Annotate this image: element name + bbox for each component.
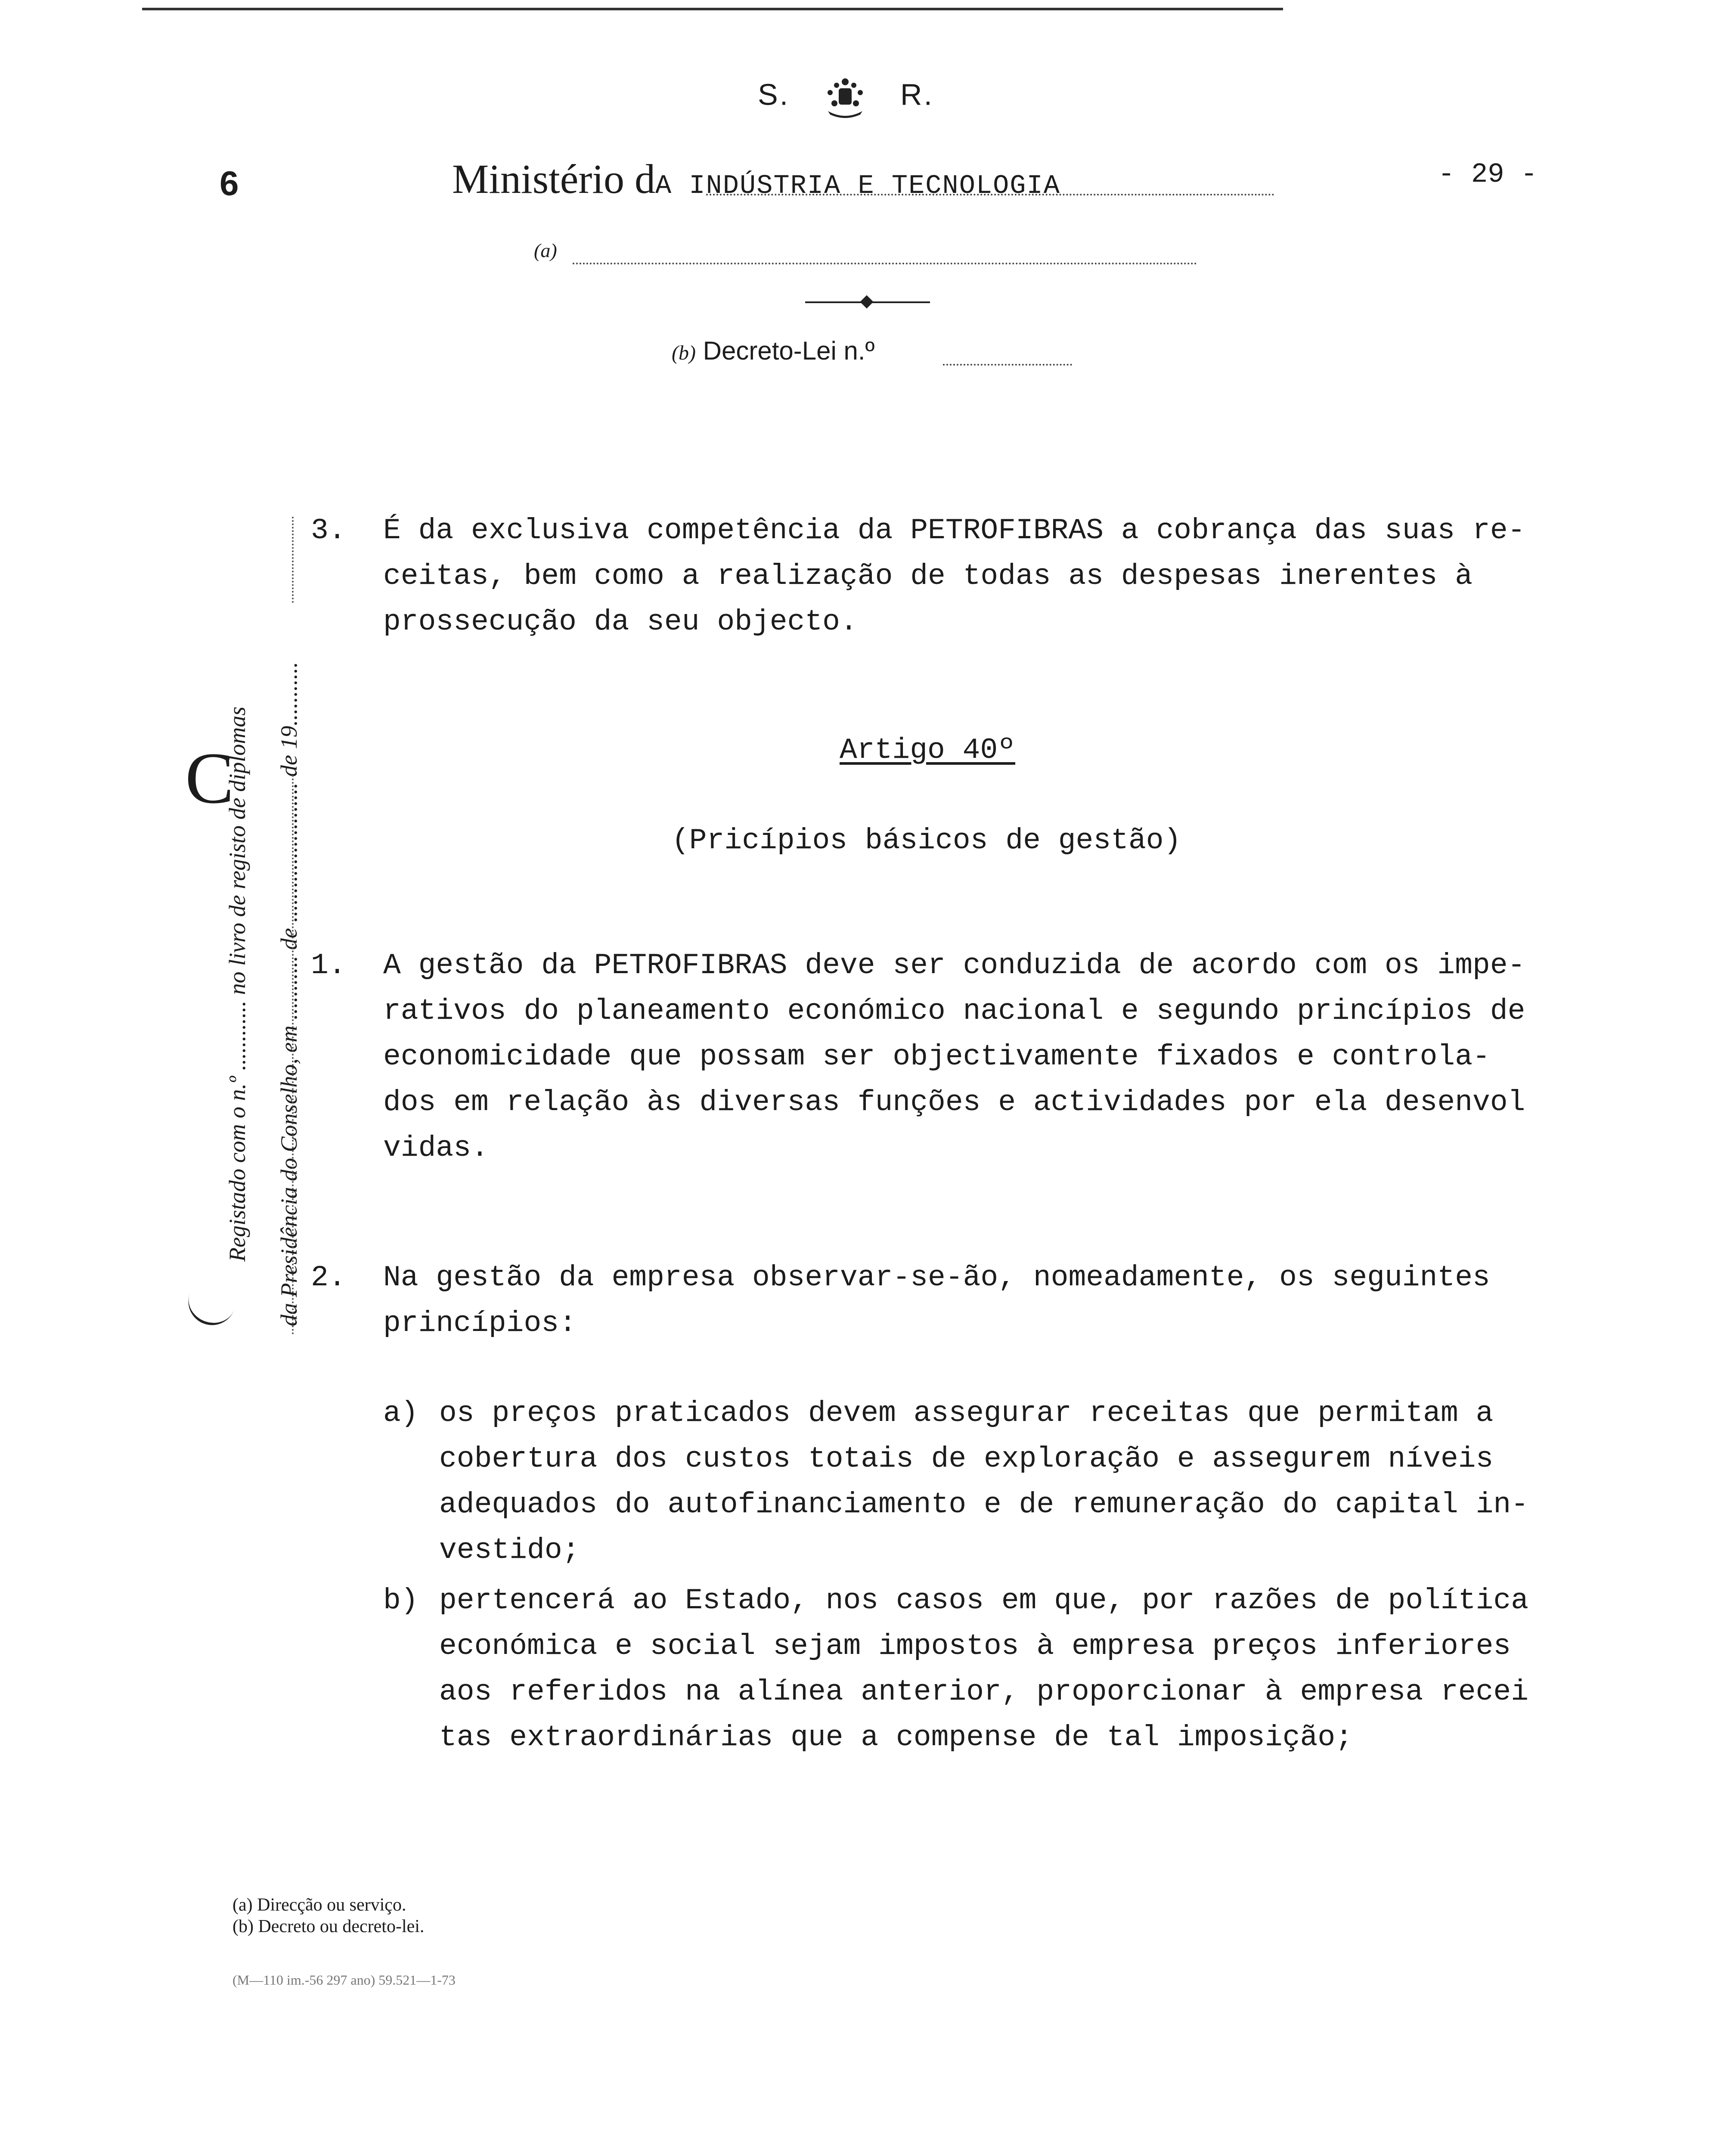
- footnote-a: (a) Direcção ou serviço.: [232, 1895, 406, 1915]
- ministry-name: A INDÚSTRIA E TECNOLOGIA: [655, 171, 1060, 201]
- sub-item-label: b): [383, 1584, 418, 1617]
- coat-of-arms-icon: [817, 73, 873, 121]
- margin-dots: [292, 517, 294, 603]
- margin-registry-note: Registado com o n.º ............ no livro de registo de diplomas: [224, 706, 250, 1262]
- text-line: É da exclusiva competência da PETROFIBRAS a cobrança das suas re-: [383, 514, 1525, 547]
- text-line: A gestão da PETROFIBRAS deve ser conduzida de acordo com os impe-: [383, 949, 1525, 982]
- item-number: 1.: [311, 949, 346, 982]
- text-line: economicidade que possam ser objectivamente fixados e controla-: [383, 1040, 1490, 1073]
- header-seal-row: [758, 73, 934, 121]
- field-a-dotted-line: [573, 263, 1197, 264]
- print-code: (M—110 im.-56 297 ano) 59.521—1-73: [232, 1972, 456, 1988]
- margin-bracket-bottom: [182, 1289, 236, 1332]
- item-number: 2.: [311, 1261, 346, 1294]
- text-line: dos em relação às diversas funções e actividades por ela desenvol: [383, 1086, 1525, 1119]
- text-line: vidas.: [383, 1132, 489, 1165]
- decree-label: Decreto-Lei n.º: [703, 336, 875, 365]
- initial-left: S.: [758, 78, 790, 112]
- footnote-b: (b) Decreto ou decreto-lei.: [232, 1917, 425, 1936]
- field-a-label: (a): [534, 239, 557, 261]
- text-line: tas extraordinárias que a compense de tal imposição;: [439, 1721, 1353, 1754]
- paragraph-item-1: [383, 943, 1525, 1171]
- text-line: os preços praticados devem assegurar receitas que permitam a: [439, 1397, 1494, 1430]
- text-line: aos referidos na alínea anterior, proporcionar à empresa recei: [439, 1675, 1529, 1709]
- decree-field: [672, 336, 874, 366]
- text-line: cobertura dos custos totais de exploração e assegurem níveis: [439, 1443, 1494, 1476]
- text-line: pertencerá ao Estado, nos casos em que, por razões de política: [439, 1584, 1529, 1617]
- ministry-heading: [452, 155, 1060, 203]
- text-line: ceitas, bem como a realização de todas as despesas inerentes à: [383, 560, 1473, 593]
- text-line: princípios:: [383, 1307, 577, 1340]
- article-title: Artigo 40º: [840, 734, 1016, 767]
- margin-bracket: C: [185, 738, 234, 819]
- sub-item-label: a): [383, 1397, 418, 1430]
- divider-diamond-icon: [860, 295, 873, 308]
- paragraph-item-2: [383, 1255, 1490, 1346]
- margin-presidency-note: da Presidência do Conselho, em ........... de ........................ de 19...........: [276, 662, 302, 1326]
- item-number: 3.: [311, 514, 346, 547]
- ministry-dotted-line: [706, 194, 1274, 195]
- text-line: rativos do planeamento económico nacional e segundo princípios de: [383, 995, 1525, 1028]
- field-b-letter: (b): [672, 341, 696, 364]
- text-line: adequados do autofinanciamento e de remuneração do capital in-: [439, 1488, 1529, 1521]
- initial-right: R.: [900, 78, 934, 112]
- text-line: prossecução da seu objecto.: [383, 605, 858, 639]
- text-line: Na gestão da empresa observar-se-ão, nomeadamente, os seguintes: [383, 1261, 1490, 1294]
- sub-item-b: [439, 1578, 1528, 1761]
- paragraph-item-3: [383, 508, 1525, 645]
- text-line: vestido;: [439, 1534, 580, 1567]
- text-line: económica e social sejam impostos à empresa preços inferiores: [439, 1630, 1511, 1663]
- top-rule: [142, 8, 1283, 10]
- page-number: - 29 -: [1438, 159, 1538, 190]
- margin-dots: [292, 775, 294, 1335]
- sub-item-a: [439, 1391, 1528, 1573]
- article-subtitle: (Pricípios básicos de gestão): [672, 824, 1181, 857]
- ministry-prefix: Ministério d: [452, 156, 655, 202]
- decree-dotted-line: [943, 364, 1072, 366]
- corner-mark: 6: [220, 164, 239, 202]
